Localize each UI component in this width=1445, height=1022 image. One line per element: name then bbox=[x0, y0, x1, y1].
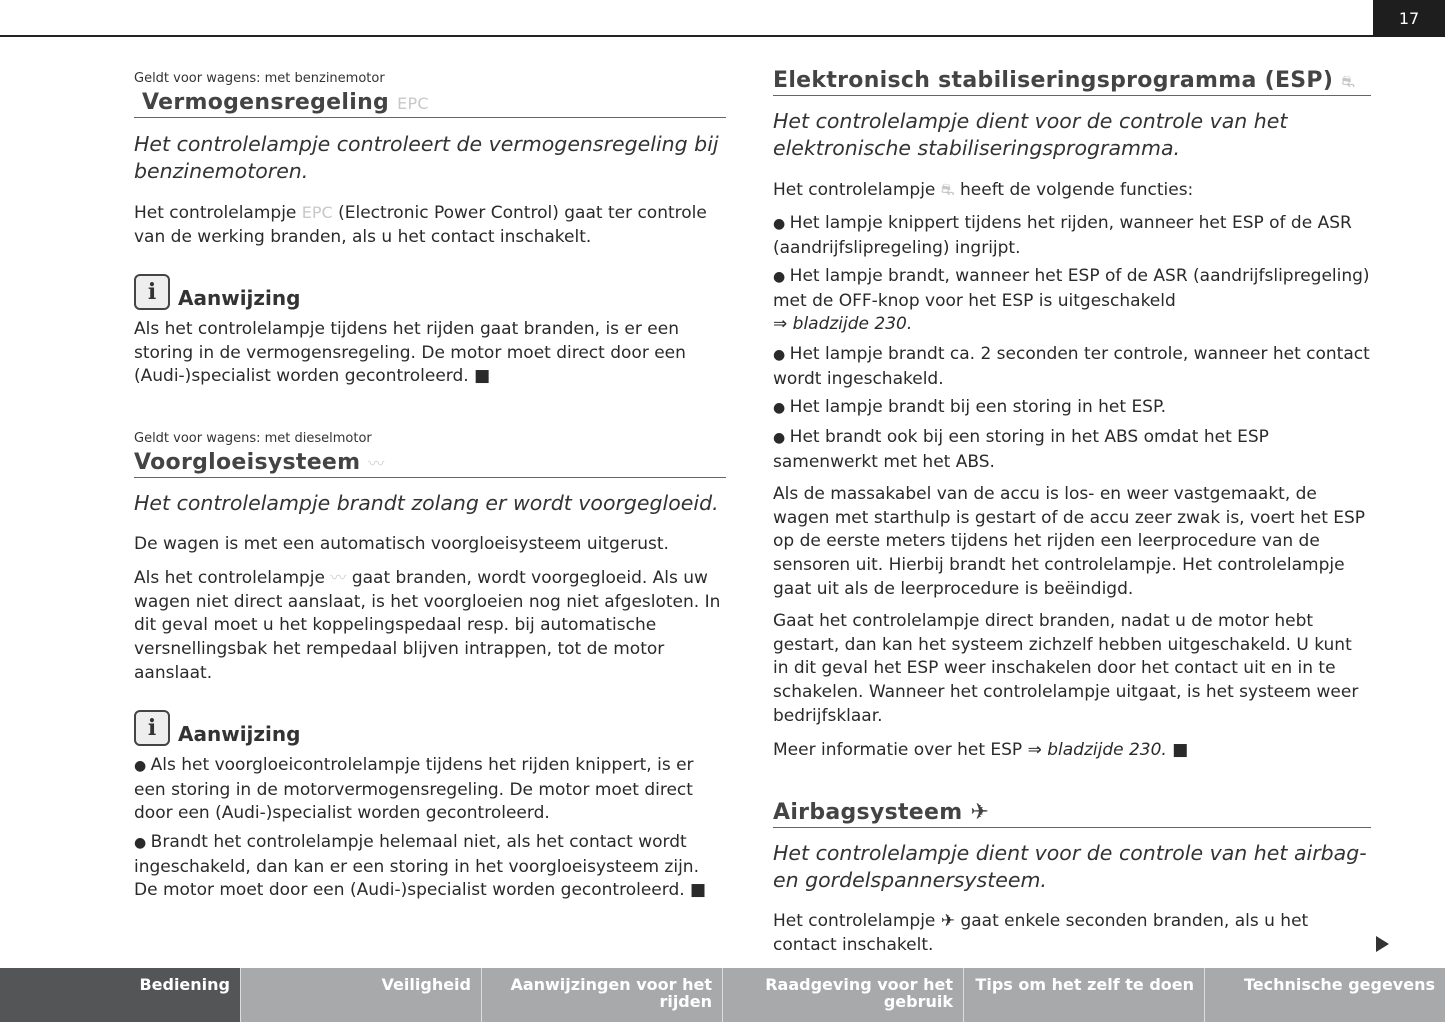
nav-tab-technische-gegevens[interactable]: Technische gegevens bbox=[1204, 968, 1445, 1022]
bullet-item: ● Het lampje knippert tijdens het rijden, wanneer het ESP of de ASR (aandrijfslipregeling) ingrijpt. bbox=[773, 212, 1371, 260]
lead-text: Het controlelampje controleert de vermogensregeling bij benzinemotoren. bbox=[134, 132, 719, 183]
paragraph: Gaat het controlelampje direct branden, nadat u de motor hebt gestart, dan kan het systeem zichzelf hebben uitgeschakeld. U kunt in dit geval het ESP weer inschakelen door het contact uit en in te schakelen. Wanneer het controlelampje uitgaat, is het systeem weer bedrijfsklaar. bbox=[773, 611, 1359, 726]
paragraph bbox=[773, 178, 1371, 203]
bullet-item: ● Het brandt ook bij een storing in het ABS omdat het ESP samenwerkt met het ABS. bbox=[773, 426, 1371, 474]
section-title bbox=[134, 450, 726, 478]
text: Meer informatie over het ESP bbox=[773, 740, 1023, 760]
lead-text: Het controlelampje dient voor de controle van het airbag- en gordelspannersysteem. bbox=[773, 841, 1367, 892]
lead-text: Het controlelampje brandt zolang er wordt voorgegloeid. bbox=[134, 491, 719, 515]
paragraph: De wagen is met een automatisch voorgloeisysteem uitgerust. bbox=[134, 534, 669, 554]
note-title: Aanwijzing bbox=[178, 286, 301, 310]
paragraph bbox=[134, 201, 726, 249]
nav-tab-tips[interactable]: Tips om het zelf te doen bbox=[963, 968, 1204, 1022]
text: Het controlelampje bbox=[773, 911, 936, 931]
page-number: 17 bbox=[1373, 0, 1445, 37]
text: Als het controlelampje bbox=[134, 568, 325, 588]
nav-tab-veiligheid[interactable]: Veiligheid bbox=[240, 968, 481, 1022]
next-page-arrow-icon[interactable] bbox=[1376, 936, 1389, 952]
paragraph bbox=[134, 566, 726, 686]
text: (Electronic Power Control) gaat ter controle van de werking branden, als u het contact inschakelt. bbox=[134, 203, 707, 247]
title-text: Vermogensregeling bbox=[142, 90, 390, 115]
note-heading bbox=[134, 710, 726, 746]
lead-text: Het controlelampje dient voor de controle van het elektronische stabiliseringsprogramma. bbox=[773, 109, 1288, 160]
nav-tab-bediening[interactable]: Bediening bbox=[0, 968, 240, 1022]
end-mark: ■ bbox=[1172, 740, 1189, 760]
page-link[interactable]: ⇒ bladzijde 230. bbox=[773, 314, 913, 335]
info-icon: i bbox=[134, 274, 170, 310]
section-title bbox=[134, 90, 726, 118]
text: Het controlelampje bbox=[773, 180, 936, 200]
text: ● Het lampje brandt, wanneer het ESP of de ASR (aandrijfslipregeling) met de OFF-knop voor het ESP is uitgeschakeld bbox=[773, 266, 1370, 311]
bullet-item: ● Het lampje brandt ca. 2 seconden ter controle, wanneer het contact wordt ingeschakeld. bbox=[773, 343, 1371, 391]
paragraph bbox=[773, 739, 1371, 763]
applies-note: Geldt voor wagens: met benzinemotor bbox=[134, 71, 385, 86]
nav-tab-raadgeving[interactable]: Raadgeving voor het gebruik bbox=[722, 968, 963, 1022]
epc-icon: EPC bbox=[301, 203, 333, 222]
bullet-item bbox=[773, 265, 1371, 337]
text: gaat branden, wordt voorgegloeid. Als uw wagen niet direct aanslaat, is het voorgloeien nog niet afgesloten. In dit geval moet u het koppelingspedaal resp. bij automatische versnellingsbak het rempedaal blijven intrappen, tot de motor aanslaat. bbox=[134, 568, 721, 683]
title-text: Voorgloeisysteem bbox=[134, 450, 361, 475]
note-title: Aanwijzing bbox=[178, 722, 301, 746]
note-text: Als het controlelampje tijdens het rijden gaat branden, is er een storing in de vermogensregeling. De motor moet direct door een (Audi-)specialist worden gecontroleerd. ■ bbox=[134, 319, 686, 387]
airbag-icon: ✈ bbox=[970, 800, 990, 825]
esp-icon: ⛐ bbox=[940, 180, 955, 199]
glow-plug-icon: 〰 bbox=[330, 568, 347, 587]
paragraph bbox=[773, 910, 1371, 957]
text: Het controlelampje bbox=[134, 203, 297, 223]
esp-icon: ⛐ bbox=[1341, 72, 1356, 91]
paragraph: Als de massakabel van de accu is los- en weer vastgemaakt, de wagen met starthulp is gestart of de accu zeer zwak is, voert het ESP op de eerste meters tijdens het rijden een leerprocedure van de sensoren uit. Hierbij brandt het controlelampje. Het controlelampje gaat uit als de leerprocedure is beëindigd. bbox=[773, 484, 1366, 599]
page-link[interactable]: ⇒ bladzijde 230. bbox=[1027, 740, 1167, 760]
airbag-icon: ✈ bbox=[940, 911, 956, 931]
bullet-item: ● Als het voorgloeicontrolelampje tijdens het rijden knippert, is er een storing in de motorvermogensregeling. De motor moet direct door een (Audi-)specialist worden gecontroleerd. bbox=[134, 754, 726, 826]
bullet-item: ● Brandt het controlelampje helemaal niet, als het contact wordt ingeschakeld, dan kan er een storing in het voorgloeisysteem zijn. De motor moet door een (Audi-)specialist worden gecontroleerd. ■ bbox=[134, 831, 726, 903]
text: gaat enkele seconden branden, als u het contact inschakelt. bbox=[773, 911, 1309, 955]
info-icon: i bbox=[134, 710, 170, 746]
note-heading bbox=[134, 274, 726, 310]
glow-plug-icon: 〰 bbox=[368, 454, 385, 473]
bullet-item: ● Het lampje brandt bij een storing in het ESP. bbox=[773, 396, 1371, 421]
applies-note: Geldt voor wagens: met dieselmotor bbox=[134, 431, 372, 446]
nav-tab-aanwijzingen[interactable]: Aanwijzingen voor het rijden bbox=[481, 968, 722, 1022]
section-title bbox=[773, 800, 1371, 828]
title-text: Airbagsysteem bbox=[773, 800, 963, 825]
epc-icon: EPC bbox=[397, 94, 429, 113]
text: heeft de volgende functies: bbox=[960, 180, 1194, 200]
section-title bbox=[773, 68, 1371, 96]
chapter-nav bbox=[0, 968, 1445, 1022]
header-rule bbox=[0, 35, 1373, 37]
title-text: Elektronisch stabiliseringsprogramma (ESP) bbox=[773, 68, 1334, 93]
